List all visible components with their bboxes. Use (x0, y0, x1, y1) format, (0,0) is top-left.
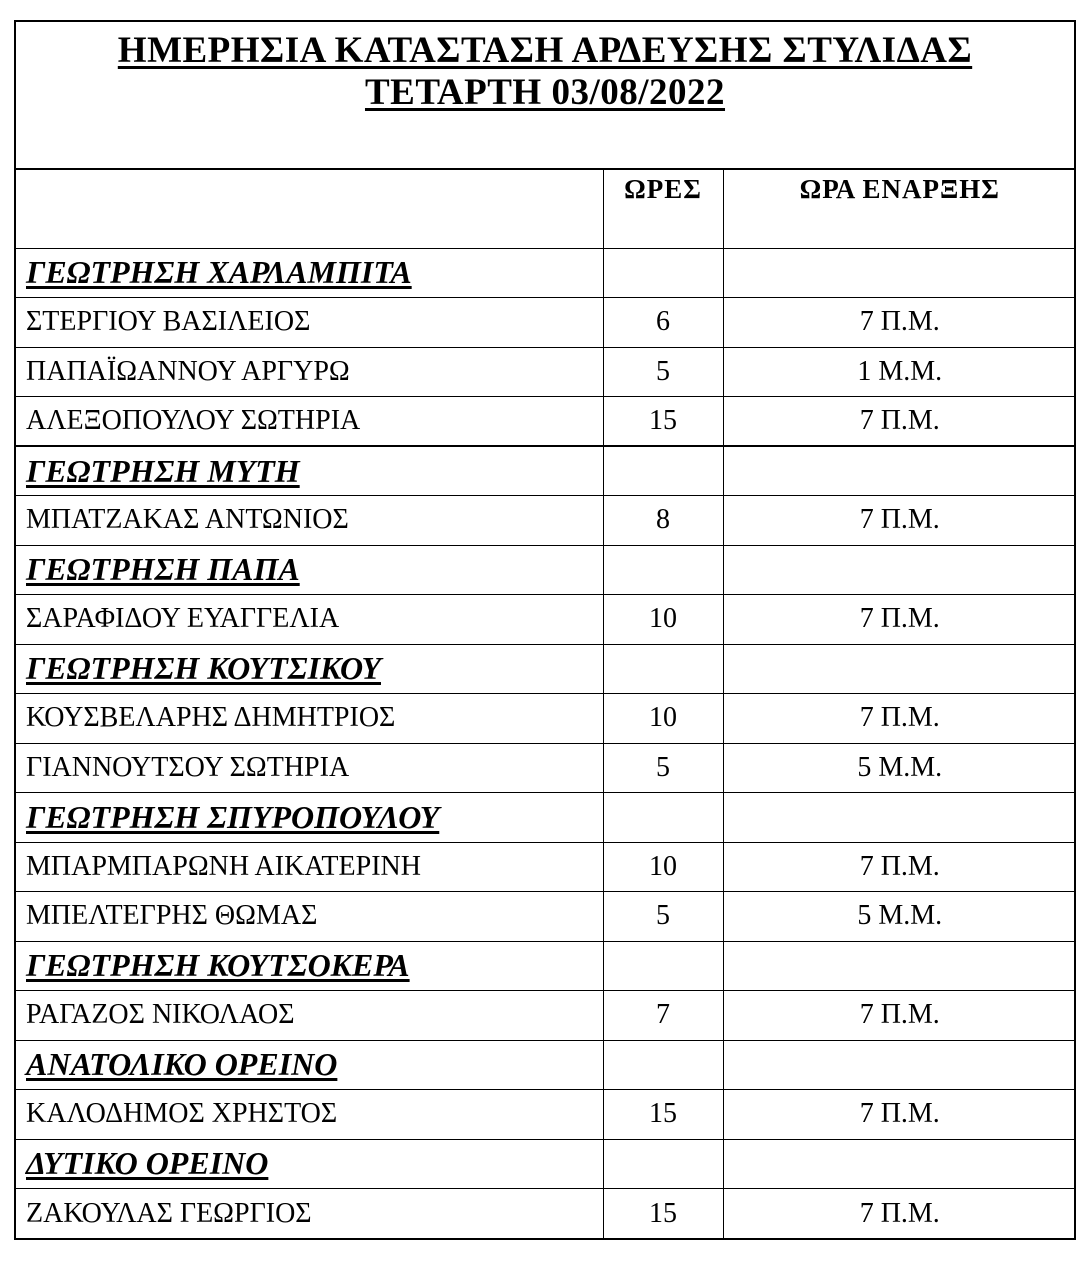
farmer-name: ΓΙΑΝΝΟΥΤΣΟΥ ΣΩΤΗΡΙΑ (16, 743, 603, 793)
start-time-cell (723, 446, 1076, 496)
section-title: ΔΥΤΙΚΟ ΟΡΕΙΝΟ (16, 1139, 603, 1189)
section-title: ΓΕΩΤΡΗΣΗ ΣΠΥΡΟΠΟΥΛΟΥ (16, 793, 603, 843)
document-date: ΤΕΤΑΡΤΗ 03/08/2022 (364, 72, 726, 113)
start-time-cell: 7 Π.Μ. (723, 991, 1076, 1041)
start-time-cell: 7 Π.Μ. (723, 842, 1076, 892)
farmer-name: ΑΛΕΞΟΠΟΥΛΟΥ ΣΩΤΗΡΙΑ (16, 397, 603, 447)
section-row (16, 941, 1076, 991)
hours-cell (603, 446, 723, 496)
schedule-table (16, 170, 1076, 1238)
hours-cell (603, 248, 723, 298)
section-title: ΓΕΩΤΡΗΣΗ ΜΥΤΗ (16, 446, 603, 496)
farmer-name: ΚΑΛΟΔΗΜΟΣ ΧΡΗΣΤΟΣ (16, 1090, 603, 1140)
farmer-name: ΖΑΚΟΥΛΑΣ ΓΕΩΡΓΙΟΣ (16, 1189, 603, 1239)
section-row (16, 1139, 1076, 1189)
start-time-cell (723, 644, 1076, 694)
start-time-cell: 7 Π.Μ. (723, 397, 1076, 447)
start-time-cell (723, 545, 1076, 595)
farmer-name: ΣΤΕΡΓΙΟΥ ΒΑΣΙΛΕΙΟΣ (16, 298, 603, 348)
table-row (16, 1090, 1076, 1140)
start-time-cell: 1 Μ.Μ. (723, 347, 1076, 397)
hours-cell: 15 (603, 397, 723, 447)
header-start-time: ΩΡΑ ΕΝΑΡΞΗΣ (723, 170, 1076, 248)
section-title: ΓΕΩΤΡΗΣΗ ΧΑΡΛΑΜΠΙΤΑ (16, 248, 603, 298)
table-row (16, 298, 1076, 348)
table-row (16, 694, 1076, 744)
start-time-cell (723, 248, 1076, 298)
section-title: ΓΕΩΤΡΗΣΗ ΠΑΠΑ (16, 545, 603, 595)
hours-cell: 6 (603, 298, 723, 348)
table-row (16, 595, 1076, 645)
hours-cell: 10 (603, 694, 723, 744)
start-time-cell: 7 Π.Μ. (723, 694, 1076, 744)
hours-cell: 7 (603, 991, 723, 1041)
header-name (16, 170, 603, 248)
farmer-name: ΚΟΥΣΒΕΛΑΡΗΣ ΔΗΜΗΤΡΙΟΣ (16, 694, 603, 744)
table-row (16, 397, 1076, 447)
hours-cell (603, 1139, 723, 1189)
section-row (16, 545, 1076, 595)
farmer-name: ΜΠΑΡΜΠΑΡΩΝΗ ΑΙΚΑΤΕΡΙΝΗ (16, 842, 603, 892)
section-row (16, 248, 1076, 298)
section-title: ΑΝΑΤΟΛΙΚΟ ΟΡΕΙΝΟ (16, 1040, 603, 1090)
start-time-cell: 5 Μ.Μ. (723, 892, 1076, 942)
start-time-cell: 7 Π.Μ. (723, 1189, 1076, 1239)
table-row (16, 743, 1076, 793)
hours-cell (603, 793, 723, 843)
document-title: ΗΜΕΡΗΣΙΑ ΚΑΤΑΣΤΑΣΗ ΑΡΔΕΥΣΗΣ ΣΤΥΛΙΔΑΣ (117, 30, 973, 71)
section-row (16, 446, 1076, 496)
start-time-cell (723, 793, 1076, 843)
start-time-cell (723, 1040, 1076, 1090)
farmer-name: ΣΑΡΑΦΙΔΟΥ ΕΥΑΓΓΕΛΙΑ (16, 595, 603, 645)
farmer-name: ΜΠΑΤΖΑΚΑΣ ΑΝΤΩΝΙΟΣ (16, 496, 603, 546)
table-row (16, 1189, 1076, 1239)
table-row (16, 496, 1076, 546)
section-title: ΓΕΩΤΡΗΣΗ ΚΟΥΤΣΙΚΟΥ (16, 644, 603, 694)
hours-cell: 15 (603, 1090, 723, 1140)
hours-cell: 10 (603, 842, 723, 892)
start-time-cell (723, 941, 1076, 991)
hours-cell (603, 545, 723, 595)
hours-cell: 5 (603, 347, 723, 397)
hours-cell (603, 941, 723, 991)
start-time-cell (723, 1139, 1076, 1189)
table-header-row (16, 170, 1076, 248)
table-row (16, 347, 1076, 397)
start-time-cell: 7 Π.Μ. (723, 595, 1076, 645)
irrigation-schedule-document (14, 20, 1076, 1240)
table-row (16, 892, 1076, 942)
hours-cell: 5 (603, 892, 723, 942)
start-time-cell: 5 Μ.Μ. (723, 743, 1076, 793)
hours-cell: 5 (603, 743, 723, 793)
section-row (16, 793, 1076, 843)
farmer-name: ΠΑΠΑΪΩΑΝΝΟΥ ΑΡΓΥΡΩ (16, 347, 603, 397)
start-time-cell: 7 Π.Μ. (723, 298, 1076, 348)
start-time-cell: 7 Π.Μ. (723, 496, 1076, 546)
table-row (16, 842, 1076, 892)
hours-cell (603, 644, 723, 694)
hours-cell (603, 1040, 723, 1090)
hours-cell: 15 (603, 1189, 723, 1239)
title-box (16, 22, 1074, 170)
header-hours: ΩΡΕΣ (603, 170, 723, 248)
farmer-name: ΜΠΕΛΤΕΓΡΗΣ ΘΩΜΑΣ (16, 892, 603, 942)
section-row (16, 644, 1076, 694)
farmer-name: ΡΑΓΑΖΟΣ ΝΙΚΟΛΑΟΣ (16, 991, 603, 1041)
section-row (16, 1040, 1076, 1090)
section-title: ΓΕΩΤΡΗΣΗ ΚΟΥΤΣΟΚΕΡΑ (16, 941, 603, 991)
hours-cell: 8 (603, 496, 723, 546)
table-row (16, 991, 1076, 1041)
start-time-cell: 7 Π.Μ. (723, 1090, 1076, 1140)
hours-cell: 10 (603, 595, 723, 645)
